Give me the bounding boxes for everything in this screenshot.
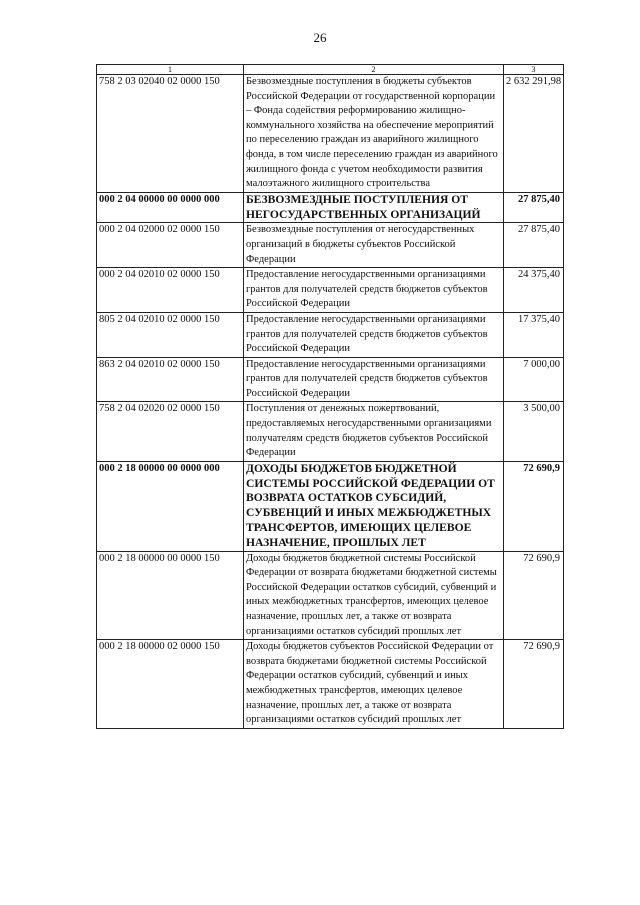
table-row	[97, 402, 564, 461]
budget-code: 758 2 03 02040 02 0000 150	[97, 75, 244, 193]
table-row	[97, 551, 564, 640]
budget-code: 000 2 04 00000 00 0000 000	[97, 192, 244, 223]
budget-code: 000 2 18 00000 02 0000 150	[97, 640, 244, 729]
amount: 72 690,9	[504, 640, 564, 729]
column-number-1: 1	[97, 65, 244, 75]
budget-code: 000 2 04 02000 02 0000 150	[97, 223, 244, 268]
budget-code: 000 2 18 00000 00 0000 150	[97, 551, 244, 640]
amount: 72 690,9	[504, 461, 564, 551]
revenue-description: Безвозмездные поступления в бюджеты субъектов Российской Федерации от государственной корпорации – Фонда содействия реформированию жилищно-коммунального хозяйства на обеспечение мероприятий по переселению граждан из аварийного жилищного фонда, в том числе переселению граждан из аварийного жилищного фонда с учетом необходимости развития малоэтажного жилищного строительства	[244, 75, 504, 193]
table-row-section	[97, 192, 564, 223]
amount: 2 632 291,98	[504, 75, 564, 193]
amount: 27 875,40	[504, 223, 564, 268]
revenue-description: БЕЗВОЗМЕЗДНЫЕ ПОСТУПЛЕНИЯ ОТ НЕГОСУДАРСТВЕННЫХ ОРГАНИЗАЦИЙ	[244, 192, 504, 223]
revenue-description: Предоставление негосударственными организациями грантов для получателей средств бюджетов субъектов Российской Федерации	[244, 357, 504, 402]
table-body	[97, 75, 564, 729]
column-number-2: 2	[244, 65, 504, 75]
revenue-description: Доходы бюджетов бюджетной системы Российской Федерации от возврата бюджетами бюджетной системы Российской Федерации остатков субсидий, субвенций и иных межбюджетных трансфертов, имеющих целевое назначение, прошлых лет, а также от возврата организациями остатков субсидий прошлых лет	[244, 551, 504, 640]
budget-code: 863 2 04 02010 02 0000 150	[97, 357, 244, 402]
column-number-3: 3	[504, 65, 564, 75]
amount: 72 690,9	[504, 551, 564, 640]
revenue-table	[96, 64, 564, 729]
amount: 3 500,00	[504, 402, 564, 461]
revenue-description: Доходы бюджетов субъектов Российской Федерации от возврата бюджетами бюджетной системы Российской Федерации остатков субсидий, субвенций и иных межбюджетных трансфертов, имеющих целевое назначение, прошлых лет, а также от возврата организациями остатков субсидий прошлых лет	[244, 640, 504, 729]
table-row	[97, 223, 564, 268]
revenue-description: Поступления от денежных пожертвований, предоставляемых негосударственными организациями получателям средств бюджетов субъектов Российской Федерации	[244, 402, 504, 461]
revenue-description: Предоставление негосударственными организациями грантов для получателей средств бюджетов субъектов Российской Федерации	[244, 312, 504, 357]
amount: 27 875,40	[504, 192, 564, 223]
table-row	[97, 268, 564, 313]
revenue-description: ДОХОДЫ БЮДЖЕТОВ БЮДЖЕТНОЙ СИСТЕМЫ РОССИЙСКОЙ ФЕДЕРАЦИИ ОТ ВОЗВРАТА ОСТАТКОВ СУБСИДИЙ, СУБВЕНЦИЙ И ИНЫХ МЕЖБЮДЖЕТНЫХ ТРАНСФЕРТОВ, ИМЕЮЩИХ ЦЕЛЕВОЕ НАЗНАЧЕНИЕ, ПРОШЛЫХ ЛЕТ	[244, 461, 504, 551]
table-header-row	[97, 65, 564, 75]
revenue-description: Безвозмездные поступления от негосударственных организаций в бюджеты субъектов Российской Федерации	[244, 223, 504, 268]
table-row	[97, 357, 564, 402]
amount: 24 375,40	[504, 268, 564, 313]
amount: 17 375,40	[504, 312, 564, 357]
page-number: 26	[313, 30, 327, 45]
budget-code: 805 2 04 02010 02 0000 150	[97, 312, 244, 357]
table-row	[97, 75, 564, 193]
table-row	[97, 312, 564, 357]
budget-code: 000 2 18 00000 00 0000 000	[97, 461, 244, 551]
table-row	[97, 640, 564, 729]
revenue-description: Предоставление негосударственными организациями грантов для получателей средств бюджетов субъектов Российской Федерации	[244, 268, 504, 313]
budget-code: 000 2 04 02010 02 0000 150	[97, 268, 244, 313]
budget-code: 758 2 04 02020 02 0000 150	[97, 402, 244, 461]
amount: 7 000,00	[504, 357, 564, 402]
table-row-section	[97, 461, 564, 551]
table-header	[97, 65, 564, 75]
